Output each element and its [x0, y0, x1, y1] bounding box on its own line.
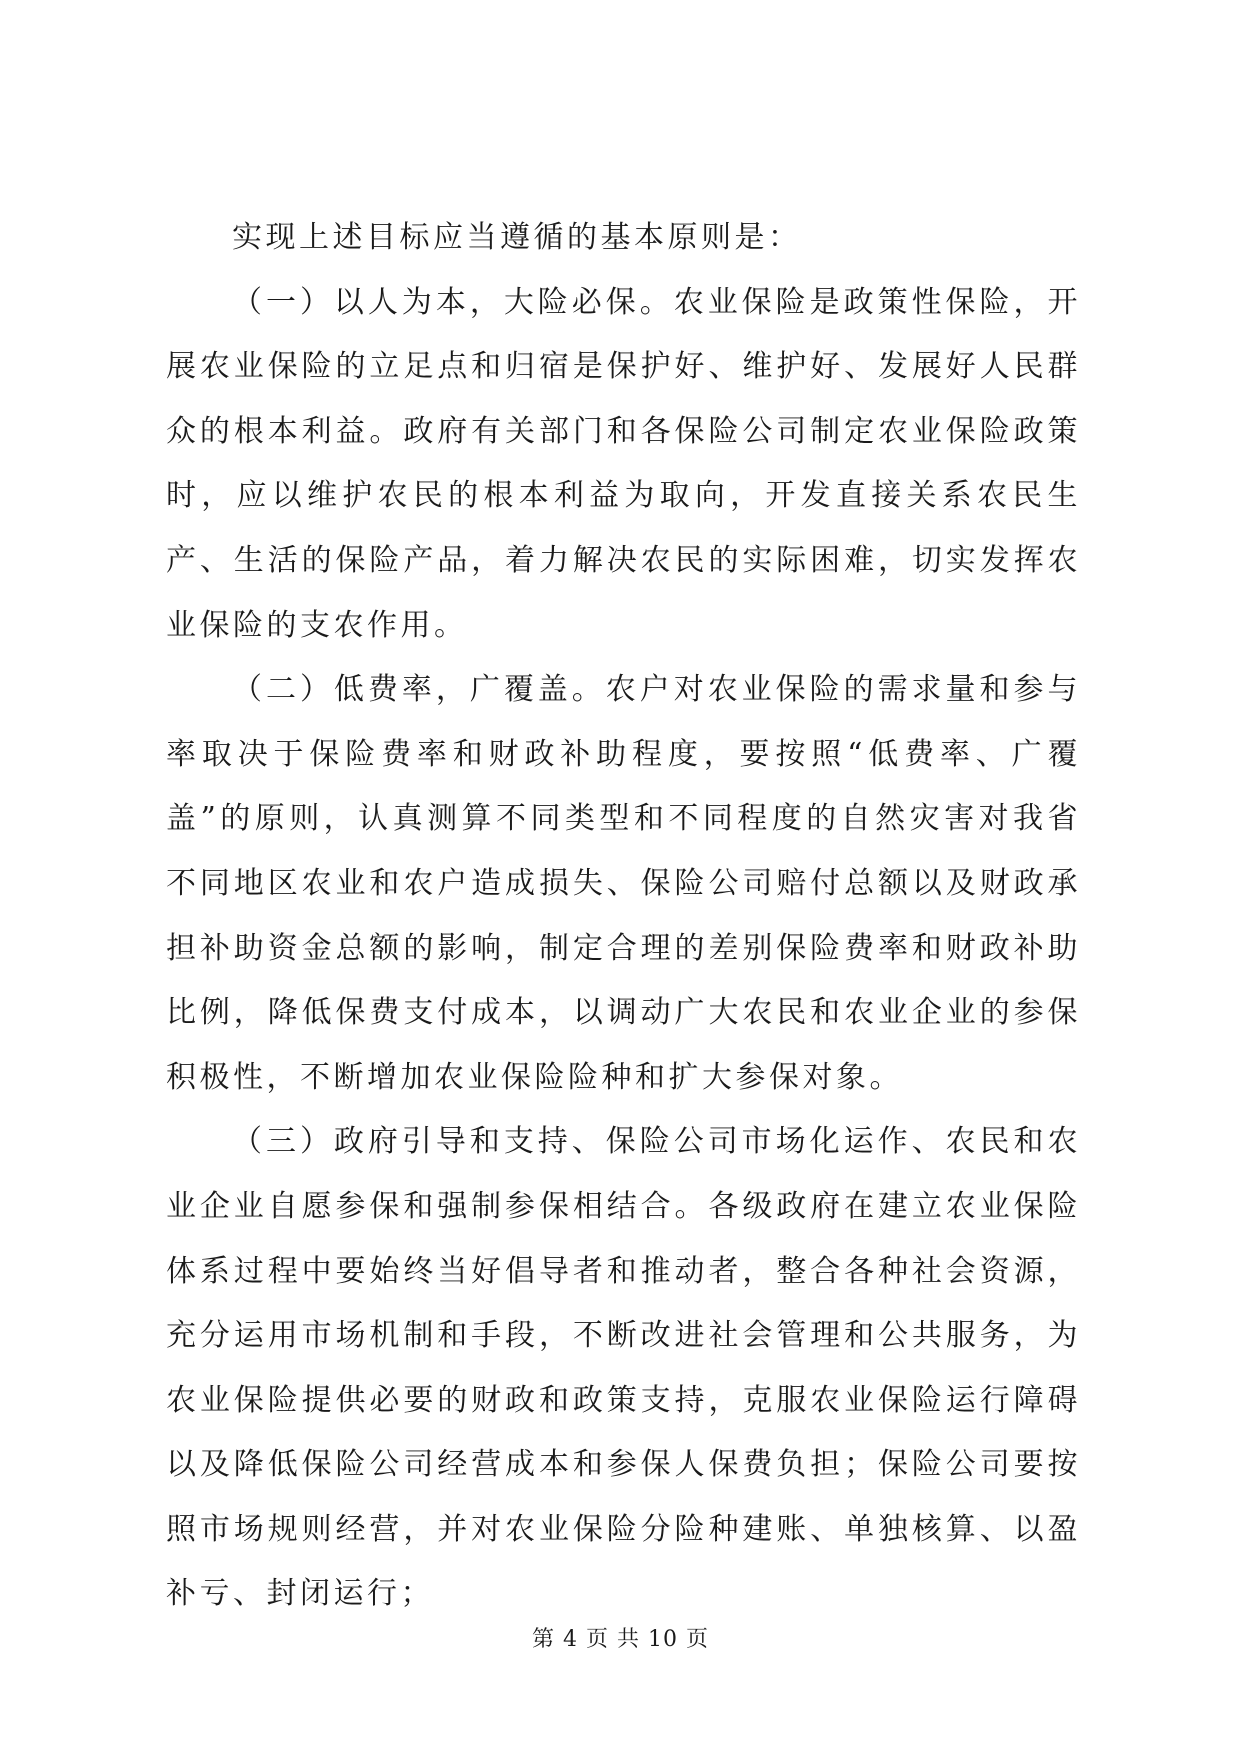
paragraph-principle-2: （二）低费率，广覆盖。农户对农业保险的需求量和参与率取决于保险费率和财政补助程度，要按照“低费率、广覆盖”的原则，认真测算不同类型和不同程度的自然灾害对我省不同地区农业和农户造成损失、保险公司赔付总额以及财政承担补助资金总额的影响，制定合理的差别保险费率和财政补助比例，降低保费支付成本，以调动广大农民和农业企业的参保积极性，不断增加农业保险险种和扩大参保对象。	[166, 672, 1081, 1095]
paragraph-principle-3: （三）政府引导和支持、保险公司市场化运作、农民和农业企业自愿参保和强制参保相结合。各级政府在建立农业保险体系过程中要始终当好倡导者和推动者，整合各种社会资源，充分运用市场机制和手段，不断改进社会管理和公共服务，为农业保险提供必要的财政和政策支持，克服农业保险运行障碍以及降低保险公司经营成本和参保人保费负担；保险公司要按照市场规则经营，并对农业保险分险种建账、单独核算、以盈补亏、封闭运行；	[166, 1124, 1081, 1612]
paragraph-intro: 实现上述目标应当遵循的基本原则是：	[232, 220, 802, 255]
paragraph-principle-1: （一）以人为本，大险必保。农业保险是政策性保险，开展农业保险的立足点和归宿是保护好、维护好、发展好人民群众的根本利益。政府有关部门和各保险公司制定农业保险政策时，应以维护农民的根本利益为取向，开发直接关系农民生产、生活的保险产品，着力解决农民的实际困难，切实发挥农业保险的支农作用。	[166, 284, 1081, 643]
page-number-label: 第 4 页 共 10 页	[532, 1627, 709, 1652]
page-footer	[0, 1622, 1241, 1653]
document-body	[166, 206, 1081, 1627]
